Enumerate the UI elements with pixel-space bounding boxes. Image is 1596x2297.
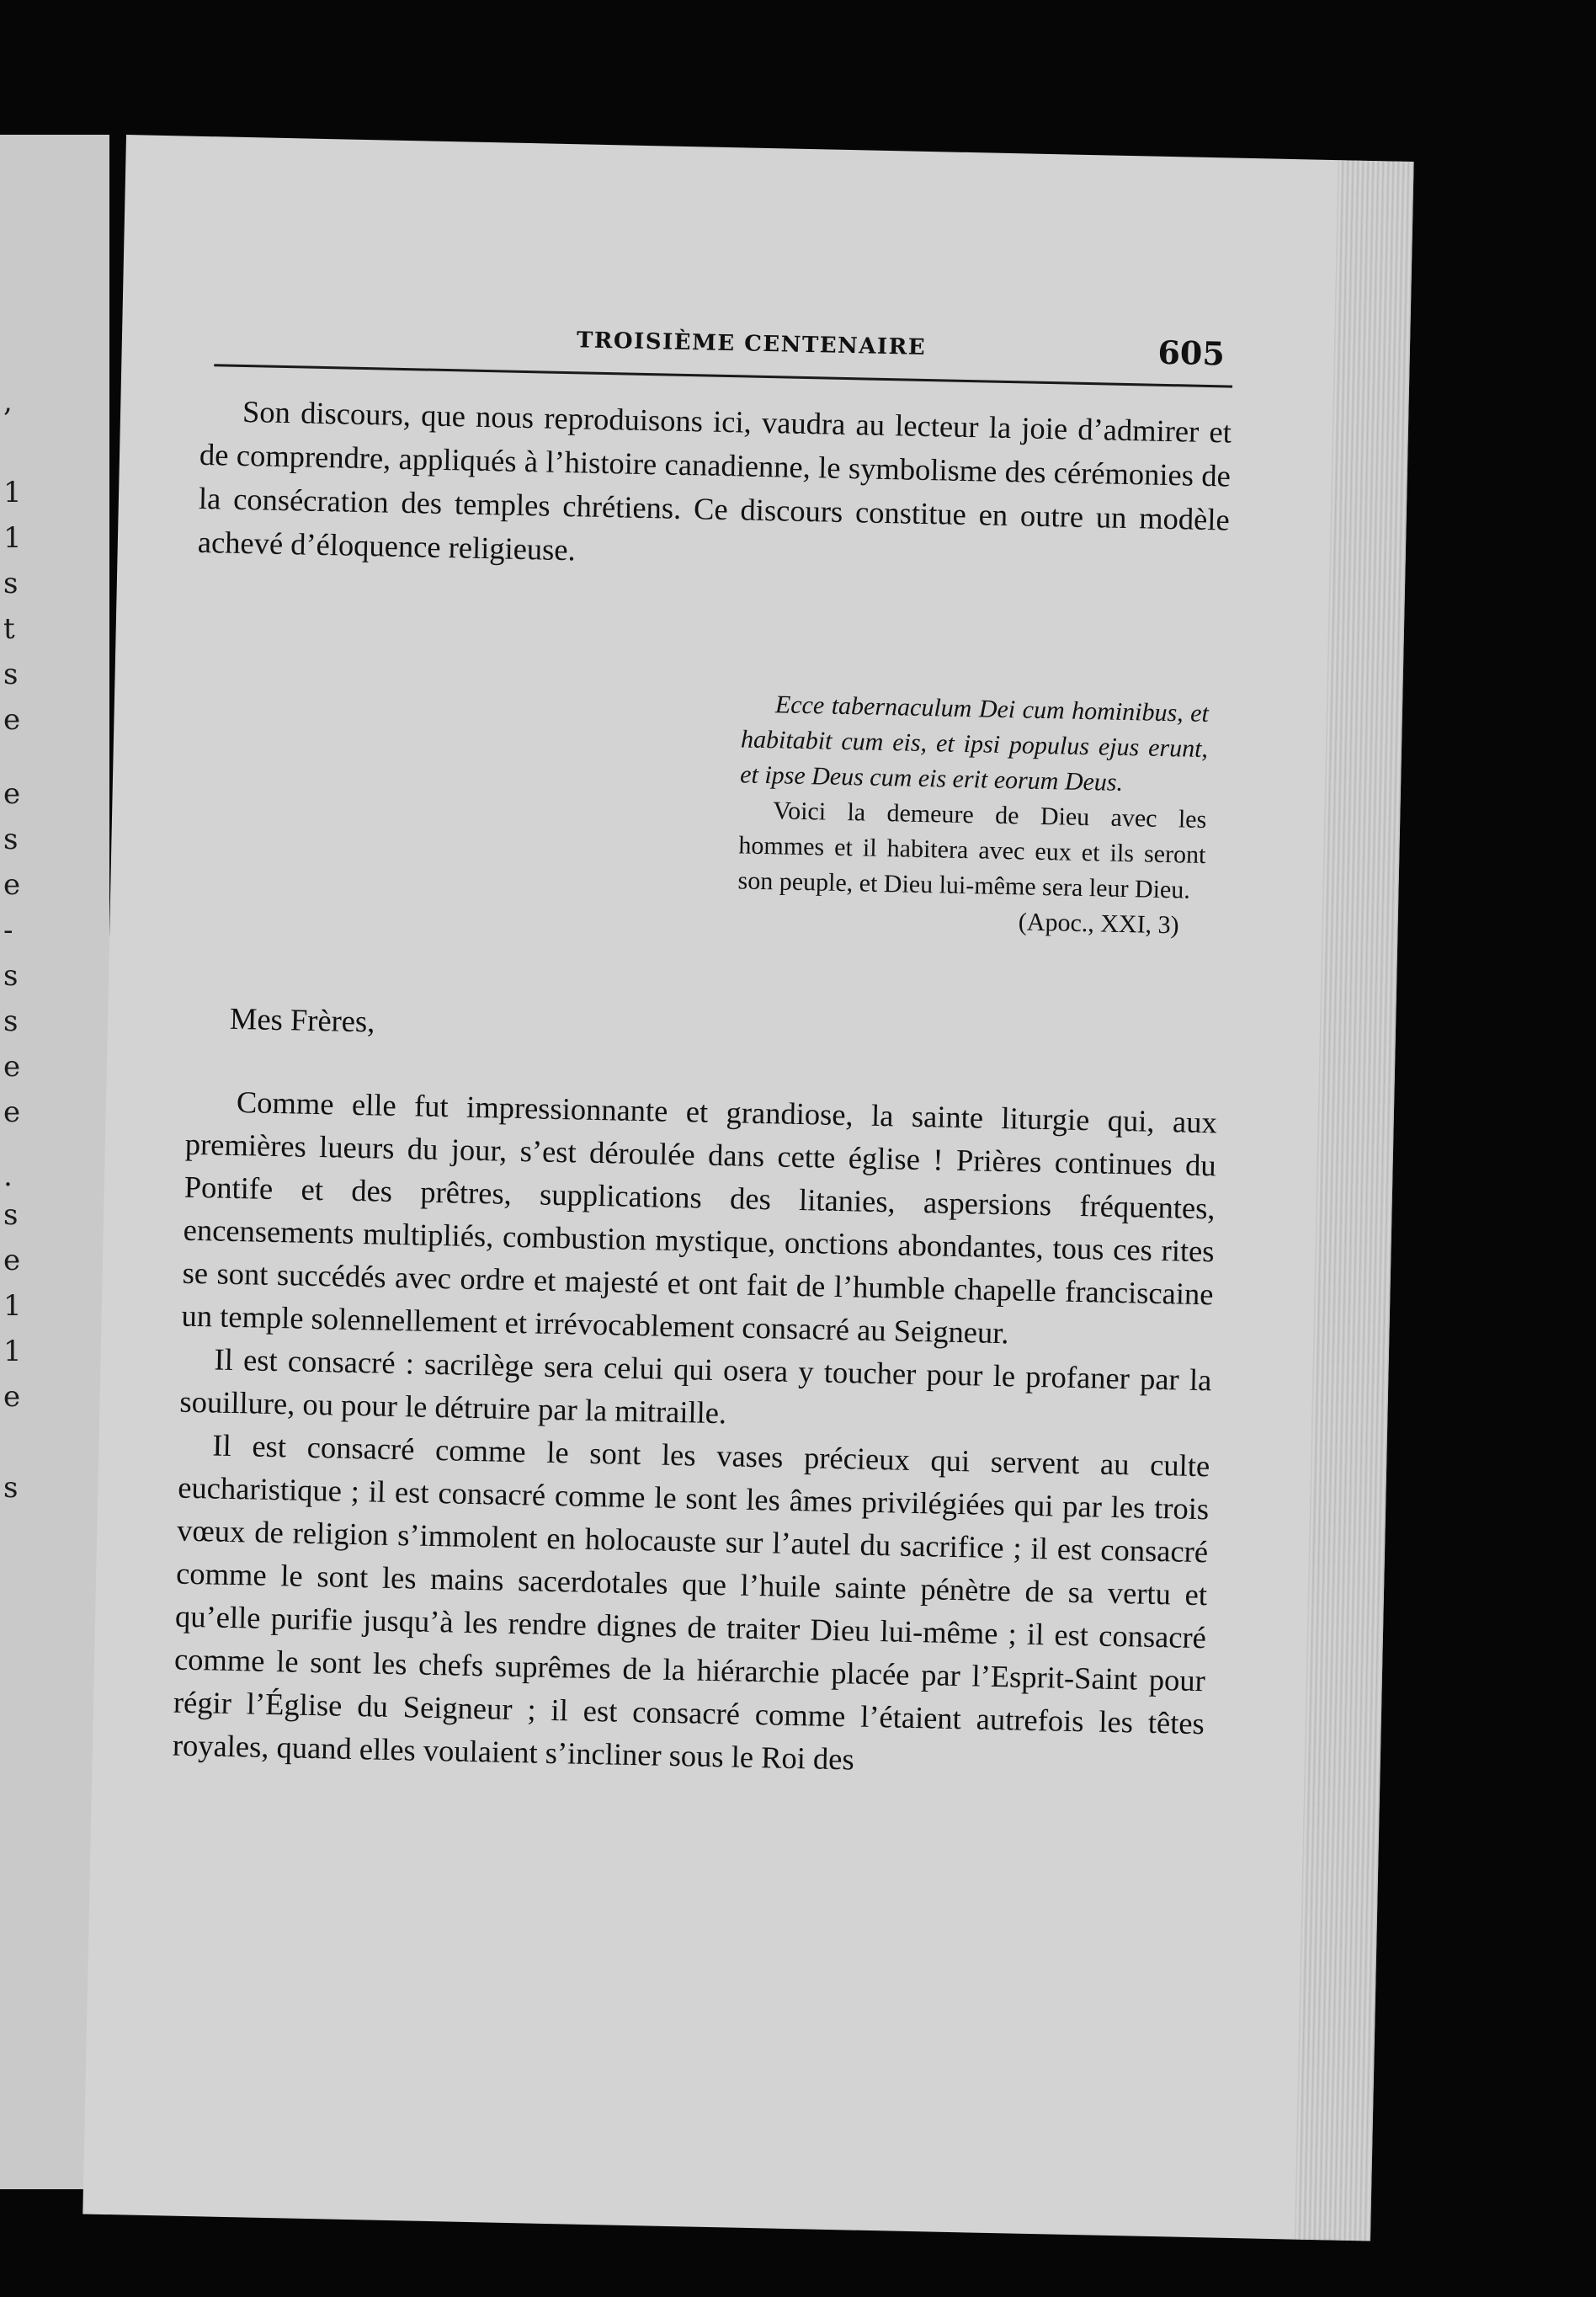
left-page-fragment: s bbox=[3, 959, 19, 993]
left-page-fragment: e bbox=[3, 703, 21, 737]
left-page-fragment: e bbox=[3, 1380, 21, 1414]
page-number: 605 bbox=[1157, 333, 1226, 373]
left-page-fragment: s bbox=[3, 1198, 19, 1232]
left-page-fragment: e bbox=[3, 1095, 21, 1129]
left-page-fragment: . bbox=[3, 1159, 13, 1193]
left-page-fragment: e bbox=[3, 777, 21, 811]
left-page-fragment: 1 bbox=[3, 1335, 22, 1368]
left-page-fragment: s bbox=[3, 567, 19, 600]
left-page-fragment: s bbox=[3, 1005, 19, 1038]
running-title: TROISIÈME CENTENAIRE bbox=[576, 328, 927, 360]
body-paragraph: Comme elle fut impressionnante et grandiose, la sainte liturgie qui, aux premières lueurs du jour, s’est déroulée dans cette église ! Prières continues du Pontife et des prêtres, supplications des litanies, aspersions fréquentes, encensements multipliés, combustion mystique, onctions abondantes, tous ces rites se sont succédés avec ordre et majesté et ont fait de l’humble chapelle franciscaine un temple solennellement et irrévocablement consacré au Seigneur. bbox=[181, 1084, 1218, 1351]
epigraph bbox=[737, 686, 1209, 944]
epigraph-french: Voici la demeure de Dieu avec les hommes et il habitera avec eux et ils seront son peuple, et Dieu lui-même sera leur Dieu. bbox=[737, 797, 1207, 904]
left-page-fragment: 1 bbox=[3, 521, 22, 555]
left-page-fragment: , bbox=[3, 385, 13, 418]
left-page-fragment: s bbox=[3, 658, 19, 691]
left-page-fragment: e bbox=[3, 1244, 21, 1277]
body-paragraph: Il est consacré comme le sont les vases précieux qui servent au culte eucharistique ; il est consacré comme le sont les âmes privilégiées qui par les trois vœux de religion s’immolent en holocauste sur l’autel du sacrifice ; il est consacré comme le sont les mains sacerdotales que l’huile sainte pénètre de sa vertu et qu’elle purifie jusqu’à les rendre dignes de traiter Dieu lui-même ; il est consacré comme le sont les chefs suprêmes de la hiérarchie placée par l’Esprit-Saint pour régir l’Église du Seigneur ; il est consacré comme l’étaient autrefois les têtes royales, quand elles voulaient s’incliner sous le Roi des bbox=[172, 1427, 1210, 1777]
left-page-fragment: s bbox=[3, 823, 19, 856]
body-paragraph: Il est consacré : sacrilège sera celui qui osera y toucher pour le profaner par la souillure, ou pour le détruire par la mitraille. bbox=[179, 1341, 1212, 1431]
sermon-body bbox=[172, 1079, 1217, 1788]
salutation: Mes Frères, bbox=[229, 1000, 375, 1039]
left-page-fragment: s bbox=[3, 1471, 19, 1505]
left-page-fragment: e bbox=[3, 868, 21, 902]
intro-paragraph: Son discours, que nous reproduisons ici, vaudra au lecteur la joie d’admirer et de comprendre, appliqués à l’histoire canadienne, le symbolisme des cérémonies de la consécration des temples chrétiens. Ce discours constitue en outre un modèle achevé d’éloquence religieuse. bbox=[197, 393, 1232, 568]
left-page-fragment: e bbox=[3, 1050, 21, 1084]
intro-text bbox=[197, 389, 1232, 586]
book-page bbox=[82, 135, 1413, 2241]
left-page-fragment: 1 bbox=[3, 1289, 22, 1323]
left-page-fragment: t bbox=[3, 612, 15, 646]
left-page-fragment: 1 bbox=[3, 476, 22, 509]
epigraph-reference: (Apoc., XXI, 3) bbox=[1018, 908, 1179, 940]
left-page-fragment: - bbox=[3, 914, 13, 947]
epigraph-latin: Ecce tabernaculum Dei cum hominibus, et habitabit cum eis, et ipsi populus ejus erunt, et ipse Deus cum eis erit eorum Deus. bbox=[739, 690, 1210, 797]
